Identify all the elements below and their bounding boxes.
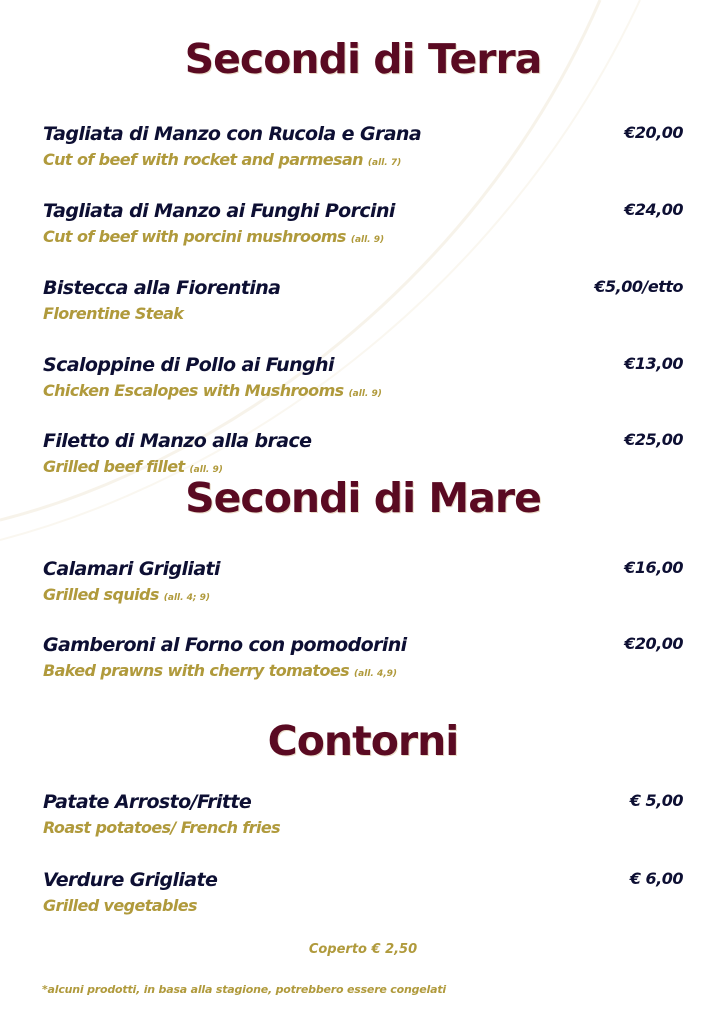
allergen-note: (all. 4; 9) [163, 593, 211, 603]
item-description [43, 304, 183, 323]
item-description [43, 896, 197, 915]
item-description-text: Grilled vegetables [43, 896, 197, 915]
item-description-text: Grilled beef fillet [43, 457, 185, 476]
item-price: € 6,00 [629, 869, 683, 888]
item-name: Verdure Grigliate [43, 869, 218, 891]
item-price: €25,00 [624, 430, 683, 449]
item-price: €20,00 [624, 123, 683, 142]
item-description [43, 818, 280, 837]
item-description [43, 661, 397, 680]
item-name: Scaloppine di Pollo ai Funghi [43, 354, 334, 376]
item-description [43, 585, 210, 604]
item-name: Bistecca alla Fiorentina [43, 277, 281, 299]
item-description-text: Grilled squids [43, 585, 159, 604]
allergen-note: (all. 4,9) [354, 669, 398, 679]
allergen-note: (all. 9) [348, 389, 382, 399]
allergen-note: (all. 9) [189, 465, 223, 475]
item-name: Calamari Grigliati [43, 558, 220, 580]
item-price: €16,00 [624, 558, 683, 577]
section-title-terra: Secondi di Terra [184, 35, 542, 83]
item-description [43, 150, 401, 169]
item-name: Patate Arrosto/Fritte [43, 791, 252, 813]
allergen-note: (all. 7) [367, 158, 402, 168]
item-description-text: Baked prawns with cherry tomatoes [43, 661, 350, 680]
item-price: €20,00 [624, 634, 683, 653]
item-name: Filetto di Manzo alla brace [43, 430, 312, 452]
item-description [43, 381, 382, 400]
item-description-text: Cut of beef with porcini mushrooms [43, 227, 346, 246]
section-title-mare: Secondi di Mare [185, 474, 541, 522]
item-description-text: Roast potatoes/ French fries [43, 818, 281, 837]
item-price: €5,00/etto [594, 277, 683, 296]
footnote: *alcuni prodotti, in basa alla stagione, potrebbero essere congelati [42, 983, 446, 996]
item-name: Gamberoni al Forno con pomodorini [43, 634, 407, 656]
item-price: € 5,00 [629, 791, 683, 810]
item-name: Tagliata di Manzo con Rucola e Grana [43, 123, 422, 145]
cover-charge: Coperto € 2,50 [308, 942, 418, 957]
item-description-text: Cut of beef with rocket and parmesan [43, 150, 363, 169]
item-name: Tagliata di Manzo ai Funghi Porcini [43, 200, 395, 222]
section-title-contorni: Contorni [267, 717, 459, 765]
allergen-note: (all. 9) [350, 235, 385, 245]
item-description [43, 227, 384, 246]
item-price: €13,00 [624, 354, 683, 373]
item-description-text: Florentine Steak [43, 304, 184, 323]
item-description-text: Chicken Escalopes with Mushrooms [43, 381, 344, 400]
item-price: €24,00 [624, 200, 683, 219]
